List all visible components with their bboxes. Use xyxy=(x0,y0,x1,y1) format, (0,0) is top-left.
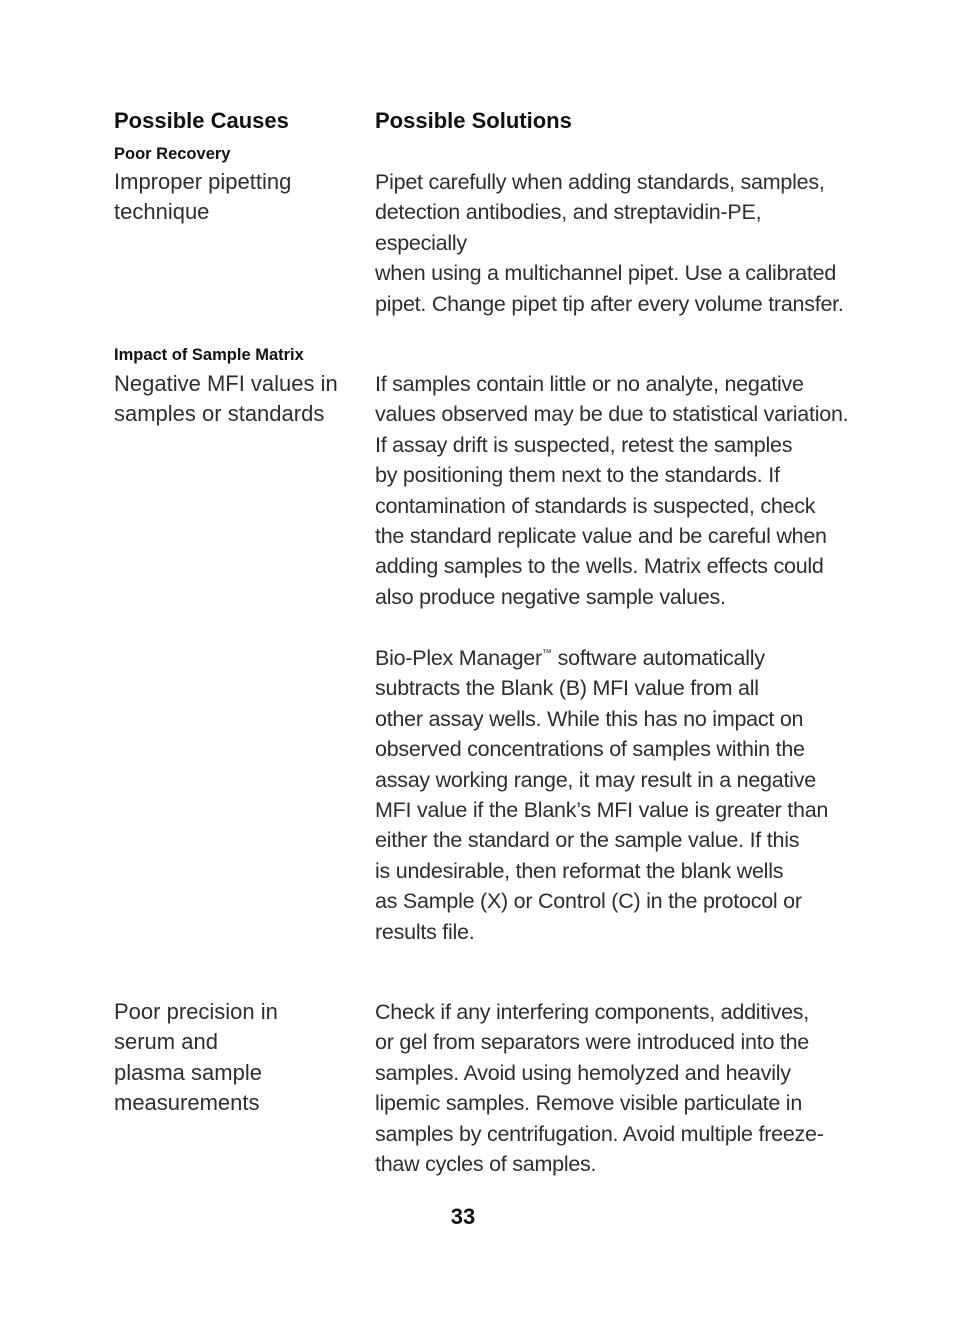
cause-improper-pipetting: Improper pipetting technique xyxy=(114,169,292,225)
cause-negative-mfi-values: Negative MFI values in samples or standards xyxy=(114,371,338,427)
section-heading-poor-recovery: Poor Recovery xyxy=(114,145,231,163)
solution-improper-pipetting: Pipet carefully when adding standards, samples, detection antibodies, and streptavidin-PE, especially when using a multichannel pipet. Use a calibrated pipet. Change pipet tip after every volume transfer. xyxy=(375,170,844,316)
possible-causes-heading: Possible Causes xyxy=(114,108,289,133)
trademark-symbol: ™ xyxy=(541,648,552,659)
section-heading-impact-of-sample-matrix: Impact of Sample Matrix xyxy=(114,346,304,364)
bio-plex-manager-name: Bio-Plex Manager xyxy=(375,646,542,670)
solution-negative-mfi-bio-plex-note xyxy=(375,639,855,947)
page-number: 33 xyxy=(450,1204,476,1229)
solution-negative-mfi-values: If samples contain little or no analyte, negative values observed may be due to statistical variation. If assay drift is suspected, retest the samples by positioning them next to the standards. If contamination of standards is suspected, check the standard replicate value and be careful when adding samples to the wells. Matrix effects could also produce negative sample values. xyxy=(375,372,849,609)
cause-poor-precision-serum-plasma: Poor precision in serum and plasma sample measurements xyxy=(114,999,278,1116)
bio-plex-note-text: software automatically subtracts the Blank (B) MFI value from all other assay wells. While this has no impact on observed concentrations of samples within the assay working range, it may result in a negative MFI value if the Blank’s MFI value is greater than either the standard or the sample value. If this is undesirable, then reformat the blank wells as Sample (X) or Control (C) in the protocol or results file. xyxy=(375,646,829,944)
solution-poor-precision-serum-plasma: Check if any interfering components, additives, or gel from separators were introduced into the samples. Avoid using hemolyzed and heavily lipemic samples. Remove visible particulate in samples by centrifugation. Avoid multiple freeze- thaw cycles of samples. xyxy=(375,1000,824,1177)
possible-solutions-heading: Possible Solutions xyxy=(375,108,572,133)
